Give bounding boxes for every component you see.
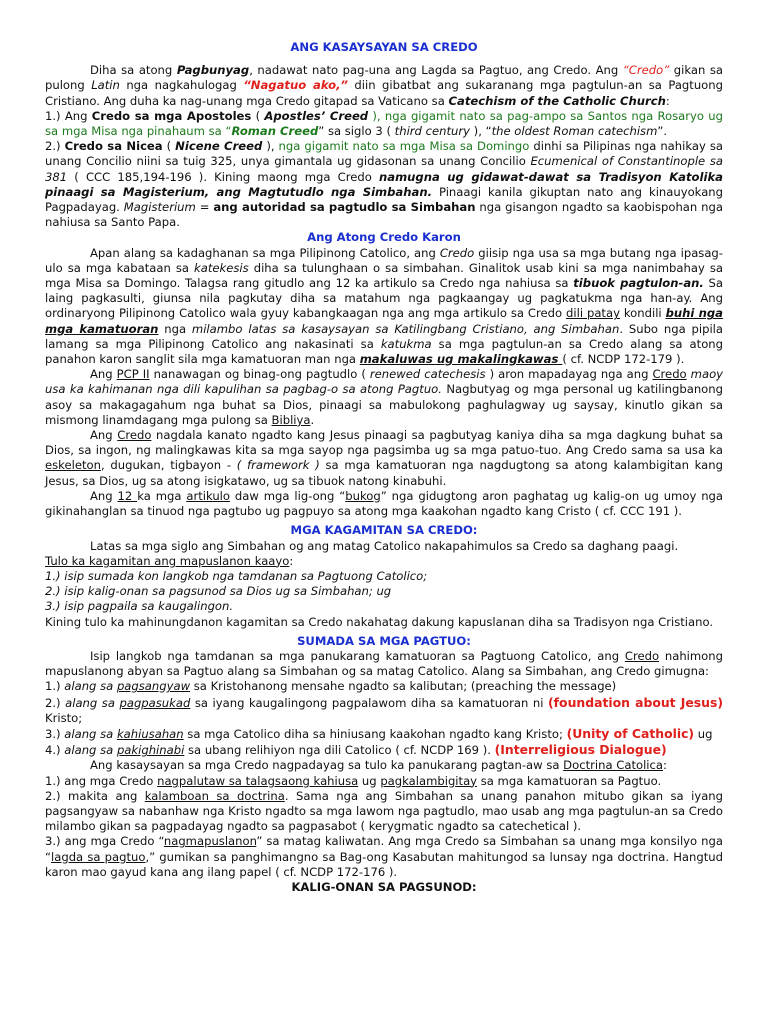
paragraph-credo-eskeleton: Ang Credo nagdala kanato ngadto kang Jesus pinaagi sa pagbutyag kaniya diha sa mga dagkung buhat sa Dios, sa ingon, ng malingkawas kita sa mga sayop nga pagsimba ug sa mga patuo-tuo. Ang Credo sama sa usa ka eskeleton, dugukan, tigbayon - ( framework ) sa mga kamatuoran nga nagdugtong sa atong kalambigitan kang Jesus, sa Dios, ug sa atong isigkatawo, ug sa tibuok natong kinabuhi. [45,428,724,488]
title-kasaysayan: ANG KASAYSAYAN SA CREDO [290,40,478,54]
title-kaligonan: KALIG-ONAN SA PAGSUNOD: [291,879,477,894]
list-item: 3.) isip pagpaila sa kaugalingon. [45,599,234,614]
list-item: 1.) alang sa pagsangyaw sa Kristohanong mensahe ngadto sa kalibutan; (preaching the message) [45,679,617,694]
list-item: 2.) makita ang kalamboan sa doctrina. Sama nga ang Simbahan sa unang panahon mitubo gikan sa iyang pagsangyaw sa nabanhaw nga Kristo ngadto sa mga lawom nga pagtudlo, mao usab ang mga pagtulun-an sa Credo milambo gikan sa pagpadayag ngadto sa pagpasabot ( kerygmatic ngadto sa catechetical ). [45,788,724,834]
title-sumada: SUMADA SA MGA PAGTUO: [297,633,471,648]
title-credo-karon: Ang Atong Credo Karon [307,230,461,245]
subheading-tulo-kagamitan: Tulo ka kagamitan ang mapuslanon kaayo: [45,553,294,568]
list-item: 4.) alang sa pakighinabi sa ubang relihiyon nga dili Catolico ( cf. NCDP 169 ). (Interreligious Dialogue) [45,742,667,758]
paragraph-kagamitan: Latas sa mga siglo ang Simbahan og ang matag Catolico nakapahimulos sa Credo sa daghang paagi. [90,538,679,553]
list-item: 1.) ang mga Credo nagpalutaw sa talagsaong kahiusa ug pagkalambigitay sa mga kamatuoran sa Pagtuo. [45,773,662,788]
paragraph-karon: Apan alang sa kadaghanan sa mga Pilipinong Catolico, ang Credo giisip nga usa sa mga butang nga ipasag-ulo sa mga kabataan sa katekesis diha sa tulunghaan o sa simbahan. Ginalitok usab kini sa mga nanimbahay sa mga Misa sa Domingo. Talagsa rang gitudlo ang 12 ka artikulo sa Credo nga nahiusa sa tibuok pagtulon-an. Sa laing pagkasulti, giunsa nila pagkutay diha sa matahum nga pagkaangay ug pagkatukma nga han-ay. Ang ordinaryong Pilipinong Catolico wala gyuy kabangkaagan nga ang mga artikulo sa Credo dili patay kondili buhi nga mga kamatuoran nga milambo latas sa kasaysayan sa Katilingbang Cristiano, ang Simbahan. Subo nga pipila lamang sa mga Pilipinong Catolico ang nakasinati sa katukma sa mga pagtulun-an sa Credo alang sa atong panahon karon sanglit sila mga kamatuoran man nga makaluwas ug makalingkawas ( cf. NCDP 172-179 ). [45,245,724,367]
document-page [45,40,723,895]
list-item: 3.) alang sa kahiusahan sa mga Catolico diha sa hiniusang kaakohan ngadto kang Kristo; (Unity of Catholic) ug [45,725,713,741]
list-item-nicene-creed: 2.) Credo sa Nicea ( Nicene Creed ), nga gigamit nato sa mga Misa sa Domingo dinhi sa Pilipinas nga nahikay sa unang Concilio niini sa tuig 325, unya gimantala ug gidasonan sa unang Concilio Ecumenical of Constantinople sa 381 ( CCC 185,194-196 ). Kining maong mga Credo namugna ug gidawat-dawat sa Tradisyon Katolika pinaagi sa Magisterium, ang Magtutudlo nga Simbahan. Pinaagi kanila gikuptan nato ang kinauyokang Pagpadayag. Magisterium = ang autoridad sa pagtudlo sa Simbahan nga gisangon ngadto sa kaobispohan nga nahiusa sa Santo Papa. [45,139,724,230]
list-item: 2.) isip kalig-onan sa pagsunod sa Dios ug sa Simbahan; ug [45,584,392,599]
intro-paragraph: Diha sa atong Pagbunyag, nadawat nato pag-una ang Lagda sa Pagtuo, ang Credo. Ang “Credo” gikan sa pulong Latin nga nagkahulogag “Nagatuo ako,” diin gibatbat ang sukaranang mga pagtulun-an sa Pagtuong Cristiano. Ang duha ka nag-unang mga Credo gitapad sa Vaticano sa Catechism of the Catholic Church: [45,63,724,108]
paragraph-artikulo: Ang 12 ka mga artikulo daw mga lig-ong “bukog” nga gidugtong aron paghatag ug kalig-on ug umoy nga gikinahanglan sa tinuod nga pagtubo ug pagpuyo sa atong mga kaakohan ngadto kang Cristo ( cf. CCC 191 ). [45,488,724,519]
list-item: 1.) isip sumada kon langkob nga tamdanan sa Pagtuong Catolico; [45,568,428,583]
list-item-apostles-creed: 1.) Ang Credo sa mga Apostoles ( Apostles’ Creed ), nga gigamit nato sa pag-ampo sa Santos nga Rosaryo ug sa mga Misa nga pinahaum sa “Roman Creed” sa siglo 3 ( third century ), “the oldest Roman catechism”. [45,108,723,139]
paragraph-sumada: Isip langkob nga tamdanan sa mga panukarang kamatuoran sa Pagtuong Catolico, ang Credo nahimong mapuslanong abyan sa Pagtuo alang sa Simbahan og sa matag Catolico. Alang sa Simbahan, ang Credo gimugna: [45,648,723,679]
paragraph-kagamitan-summary: Kining tulo ka mahinungdanon kagamitan sa Credo nakahatag dakung kapuslanan diha sa Tradisyon nga Cristiano. [45,614,714,629]
list-item: 3.) ang mga Credo “nagmapuslanon” sa matag kaliwatan. Ang mga Credo sa Simbahan sa unang mga konsilyo nga “lagda sa pagtuo,” gumikan sa panghimangno sa Bag-ong Kasabutan mahitungod sa lunsay nga doctrina. Hangtud karon mao gayud kana ang ilang papel ( cf. NCDP 172-176 ). [45,834,723,879]
list-item: 2.) alang sa pagpasukad sa iyang kaugalingong pagpalawom diha sa kamatuoran ni (foundation about Jesus) Kristo; [45,694,723,725]
paragraph-doctrina: Ang kasaysayan sa mga Credo nagpadayag sa tulo ka panukarang pagtan-aw sa Doctrina Catolica: [90,758,667,773]
title-kagamitan: MGA KAGAMITAN SA CREDO: [290,523,478,538]
paragraph-pcp: Ang PCP II nanawagan og binag-ong pagtudlo ( renewed catechesis ) aron mapadayag nga ang Credo maoy usa ka kahimanan nga dili kapulihan sa pagbag-o sa atong Pagtuo. Nagbutyag og mga personal ug katilingbanong asoy sa makagagahum nga buhat sa Dios, pinaagi sa mabulokong paghulagway ug saysay, kinutlo gikan sa mismong linamdagang mga pulong sa Bibliya. [45,367,724,427]
